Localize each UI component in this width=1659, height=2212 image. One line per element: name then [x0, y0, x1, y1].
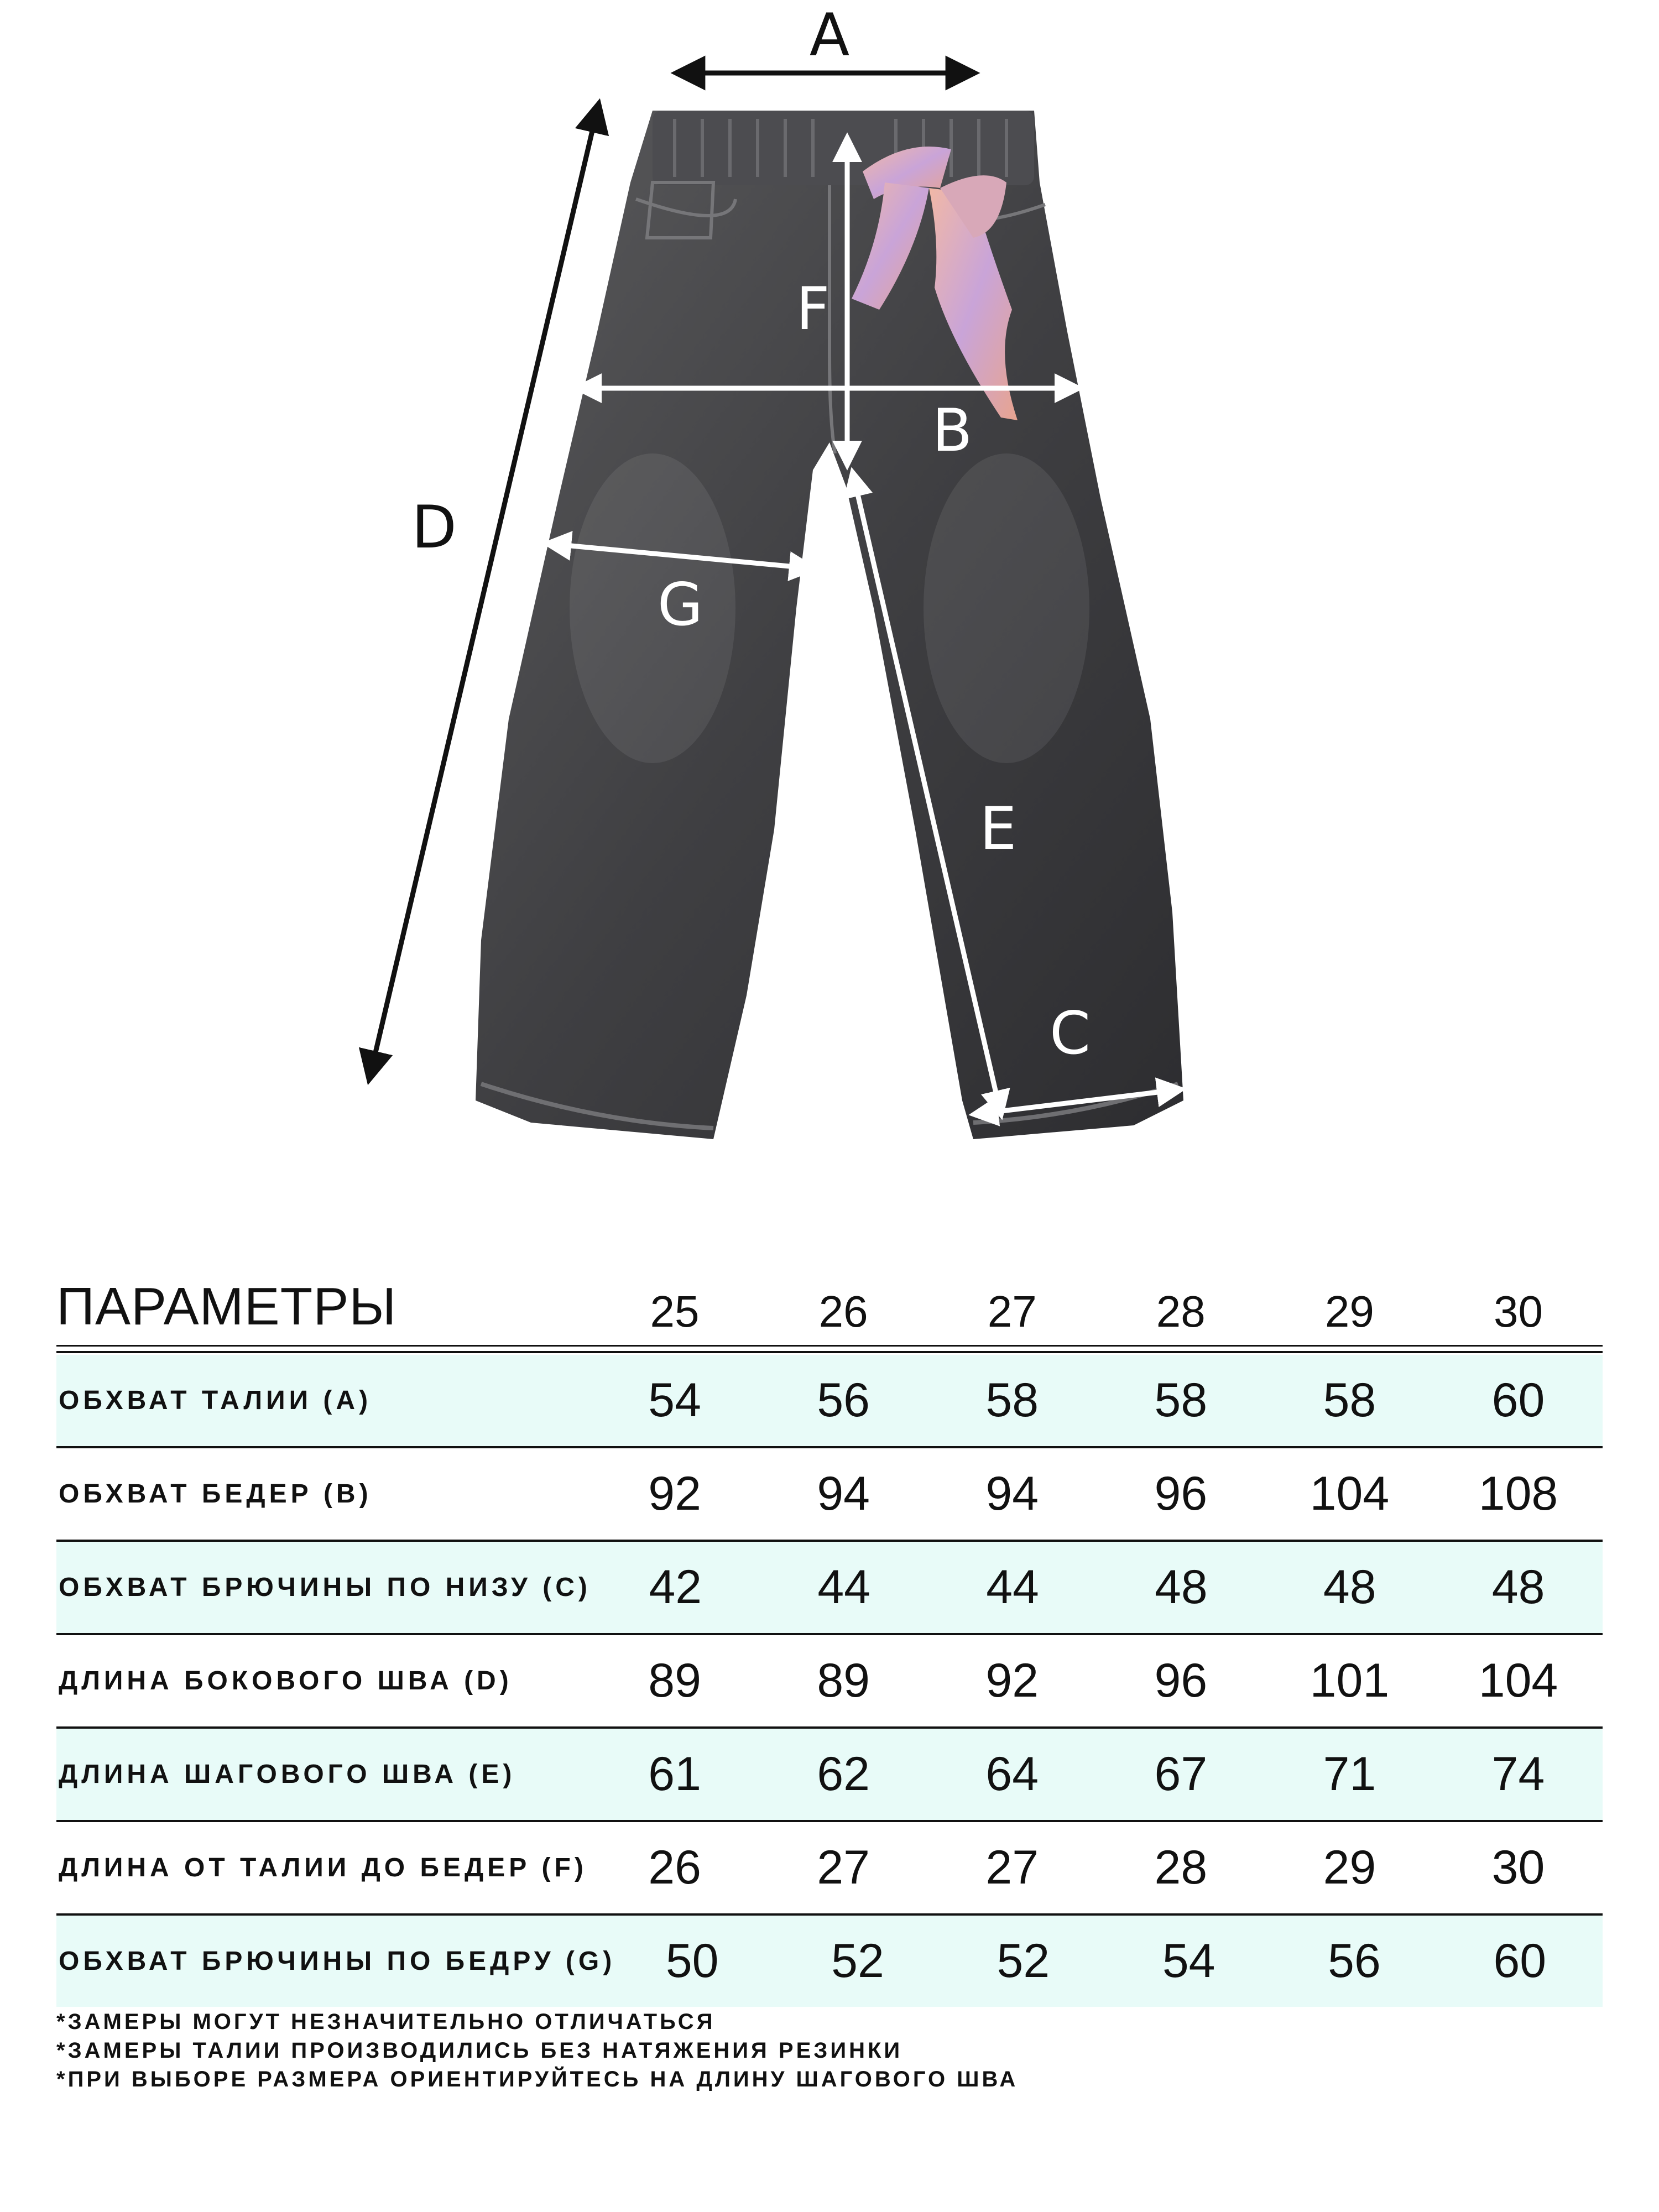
- knee-fade-left: [570, 453, 735, 763]
- table-cell: 89: [817, 1654, 870, 1707]
- table-cell: 74: [1491, 1747, 1545, 1801]
- table-cell: 104: [1310, 1467, 1390, 1520]
- table-cell: 64: [985, 1747, 1039, 1801]
- table-cell: 101: [1310, 1654, 1390, 1707]
- table-cell: 89: [648, 1654, 701, 1707]
- table-cell: 56: [817, 1374, 870, 1427]
- footnote: *ЗАМЕРЫ МОГУТ НЕЗНАЧИТЕЛЬНО ОТЛИЧАТЬСЯ: [56, 2010, 716, 2034]
- size-header: 28: [1156, 1287, 1206, 1336]
- table-cell: 27: [817, 1841, 870, 1894]
- table-cell: 62: [817, 1747, 870, 1801]
- table-cell: 104: [1478, 1654, 1558, 1707]
- table-cell: 26: [648, 1841, 701, 1894]
- table-cell: 108: [1478, 1467, 1558, 1520]
- footnote: *ПРИ ВЫБОРЕ РАЗМЕРА ОРИЕНТИРУЙТЕСЬ НА ДЛИНУ ШАГОВОГО ШВА: [56, 2067, 1019, 2091]
- table-row: [56, 1916, 1603, 2007]
- table-cell: 96: [1154, 1467, 1208, 1520]
- table-cell: 56: [1328, 1934, 1381, 1987]
- size-header: 27: [987, 1287, 1037, 1336]
- knee-fade-right: [924, 453, 1089, 763]
- table-cell: 71: [1323, 1747, 1376, 1801]
- table-cell: 58: [1154, 1374, 1208, 1427]
- label-a: A: [809, 1, 850, 69]
- size-header: 26: [818, 1287, 868, 1336]
- table-cell: 29: [1323, 1841, 1376, 1894]
- table-header-row: [56, 1272, 1603, 1347]
- size-header: 30: [1493, 1287, 1543, 1336]
- size-table: [56, 1272, 1603, 2007]
- table-cell: 48: [1491, 1561, 1545, 1614]
- row-label: ДЛИНА ШАГОВОГО ШВА (E): [59, 1760, 516, 1789]
- table-cell: 94: [985, 1467, 1039, 1520]
- table-row: [56, 1542, 1603, 1635]
- table-cell: 44: [986, 1561, 1039, 1614]
- row-label: ОБХВАТ БРЮЧИНЫ ПО БЕДРУ (G): [59, 1947, 616, 1976]
- table-cell: 67: [1154, 1747, 1208, 1801]
- table-cell: 96: [1154, 1654, 1208, 1707]
- table-cell: 54: [648, 1374, 701, 1427]
- table-cell: 52: [997, 1934, 1050, 1987]
- table-row: [56, 1355, 1603, 1448]
- jeans-image: [476, 111, 1183, 1139]
- label-b: B: [932, 397, 973, 465]
- table-cell: 61: [648, 1747, 701, 1801]
- table-cell: 48: [1323, 1561, 1376, 1614]
- parameters-heading: ПАРАМЕТРЫ: [56, 1277, 397, 1336]
- label-c: C: [1049, 999, 1091, 1067]
- row-label: ОБХВАТ ТАЛИИ (A): [59, 1386, 372, 1415]
- table-cell: 28: [1154, 1841, 1208, 1894]
- waistband: [653, 111, 1034, 185]
- label-d: D: [411, 493, 457, 561]
- size-header: 29: [1324, 1287, 1374, 1336]
- table-cell: 50: [665, 1934, 719, 1987]
- label-f: F: [796, 275, 830, 343]
- footnote: *ЗАМЕРЫ ТАЛИИ ПРОИЗВОДИЛИСЬ БЕЗ НАТЯЖЕНИЯ РЕЗИНКИ: [56, 2038, 903, 2063]
- label-e: E: [979, 795, 1017, 863]
- table-row: [56, 1635, 1603, 1729]
- footnotes: [56, 2007, 1018, 2094]
- table-cell: 27: [985, 1841, 1039, 1894]
- table-cell: 48: [1155, 1561, 1208, 1614]
- table-cell: 60: [1493, 1934, 1547, 1987]
- table-cell: 30: [1491, 1841, 1545, 1894]
- table-cell: 58: [1323, 1374, 1376, 1427]
- row-label: ДЛИНА БОКОВОГО ШВА (D): [59, 1666, 513, 1695]
- table-cell: 54: [1162, 1934, 1215, 1987]
- label-g: G: [657, 571, 703, 639]
- table-cell: 92: [985, 1654, 1039, 1707]
- table-cell: 60: [1491, 1374, 1545, 1427]
- table-row: [56, 1822, 1603, 1916]
- table-cell: 58: [985, 1374, 1039, 1427]
- table-cell: 92: [648, 1467, 701, 1520]
- table-cell: 52: [831, 1934, 884, 1987]
- row-label: ОБХВАТ БЕДЕР (B): [59, 1479, 372, 1509]
- row-label: ОБХВАТ БРЮЧИНЫ ПО НИЗУ (C): [59, 1573, 591, 1602]
- table-cell: 42: [649, 1561, 702, 1614]
- table-cell: 94: [817, 1467, 870, 1520]
- size-header: 25: [650, 1287, 700, 1336]
- table-row: [56, 1448, 1603, 1542]
- table-row: [56, 1729, 1603, 1822]
- table-cell: 44: [817, 1561, 870, 1614]
- row-label: ДЛИНА ОТ ТАЛИИ ДО БЕДЕР (F): [59, 1853, 587, 1882]
